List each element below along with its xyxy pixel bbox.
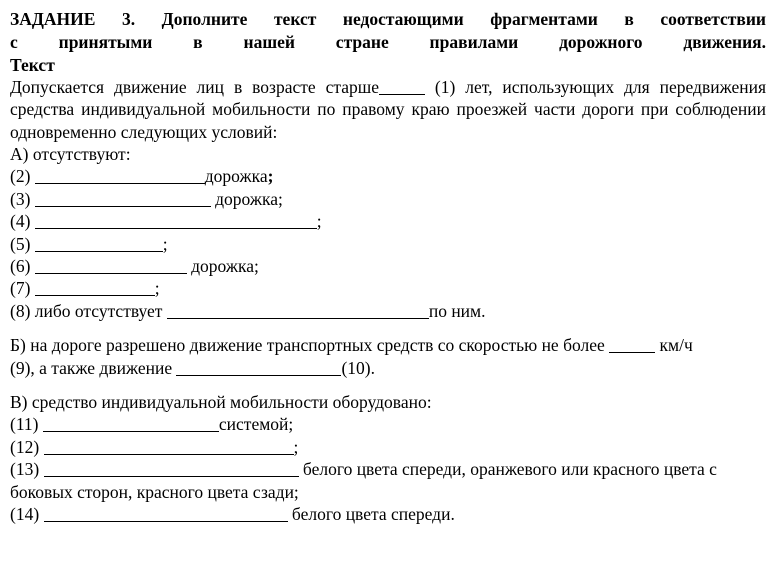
blank-11 <box>43 417 219 432</box>
item-after-4: ; <box>316 211 322 232</box>
intro-paragraph <box>10 76 766 143</box>
blank-4 <box>35 214 317 229</box>
intro-blank-number-1: (1) <box>434 76 456 97</box>
item-after-2: дорожка <box>204 166 268 187</box>
item-after-14: белого цвета спереди. <box>287 503 455 524</box>
item-after-13: белого цвета спереди, оранжевого или красного цвета с боковых сторон, красного цвета сзади; <box>10 459 717 502</box>
task-heading-label: ЗАДАНИЕ 3. <box>10 9 136 29</box>
item-after-7: ; <box>154 278 160 299</box>
item-number-3: (3) <box>10 188 31 209</box>
section-b-line2-part1: (9), а также движение <box>10 357 173 378</box>
blank-8 <box>167 304 429 319</box>
blank-12 <box>44 440 294 455</box>
section-b-line2-part2: (10). <box>341 357 375 378</box>
blank-10 <box>176 361 341 376</box>
item-number-11: (11) <box>10 414 39 435</box>
spacer-1 <box>10 322 766 334</box>
section-a-item-5 <box>10 233 766 255</box>
section-b-part2: км/ч <box>659 335 693 356</box>
blank-6 <box>35 259 187 274</box>
blank-13 <box>44 462 299 477</box>
task-heading-text: Дополните текст недостающими фрагментами в соответствии <box>161 9 767 29</box>
intro-part2: лет, использующих для передвижения средства индивидуальной мобильности по правому краю проезжей части дороги при соблюдении одновременно следующих условий: <box>10 76 766 142</box>
task-heading-line2-block <box>10 31 766 54</box>
section-a-item-8 <box>10 300 766 322</box>
task-heading-block <box>10 8 766 31</box>
blank-7 <box>35 281 155 296</box>
section-b-line2 <box>10 357 766 379</box>
item-number-8: (8) <box>10 300 31 321</box>
section-v-item-13 <box>10 458 766 503</box>
blank-1 <box>379 80 425 95</box>
item-number-7: (7) <box>10 278 31 299</box>
blank-5 <box>35 237 163 252</box>
item-after-12: ; <box>293 436 299 457</box>
spacer-2 <box>10 379 766 391</box>
section-b-part1: Б) на дороге разрешено движение транспортных средств со скоростью не более <box>10 335 605 356</box>
item-after-6: дорожка; <box>186 256 259 277</box>
section-v-label: В) средство индивидуальной мобильности оборудовано: <box>10 391 432 412</box>
section-v-item-12 <box>10 436 766 458</box>
blank-9-prefix <box>609 338 655 353</box>
section-v-item-14 <box>10 503 766 525</box>
task-heading-text-line2: с принятыми в нашей стране правилами дорожного движения. <box>10 31 766 52</box>
item-number-12: (12) <box>10 436 40 457</box>
section-b-line1 <box>10 334 766 356</box>
item-number-13: (13) <box>10 459 40 480</box>
item-number-6: (6) <box>10 256 31 277</box>
item-number-2: (2) <box>10 166 31 187</box>
section-v-item-11 <box>10 413 766 435</box>
section-a-item-6 <box>10 255 766 277</box>
blank-2 <box>35 169 205 184</box>
item-after-5: ; <box>162 233 168 254</box>
blank-3 <box>35 192 211 207</box>
item-after-11: системой; <box>218 414 294 435</box>
item-punct-2: ; <box>267 166 274 187</box>
item-after-3: дорожка; <box>210 188 283 209</box>
item-number-5: (5) <box>10 233 31 254</box>
section-a-item-2 <box>10 165 766 187</box>
section-a-item-7 <box>10 277 766 299</box>
text-subheading: Текст <box>10 54 55 75</box>
section-a-label: А) отсутствуют: <box>10 144 131 165</box>
intro-part1: Допускается движение лиц в возрасте старше <box>10 76 379 97</box>
section-a-item-3 <box>10 188 766 210</box>
blank-14 <box>44 507 288 522</box>
item-after-8: по ним. <box>428 300 486 321</box>
section-a-item-4 <box>10 210 766 232</box>
item-prefix-8: либо отсутствует <box>34 300 163 321</box>
item-number-4: (4) <box>10 211 31 232</box>
item-number-14: (14) <box>10 503 40 524</box>
